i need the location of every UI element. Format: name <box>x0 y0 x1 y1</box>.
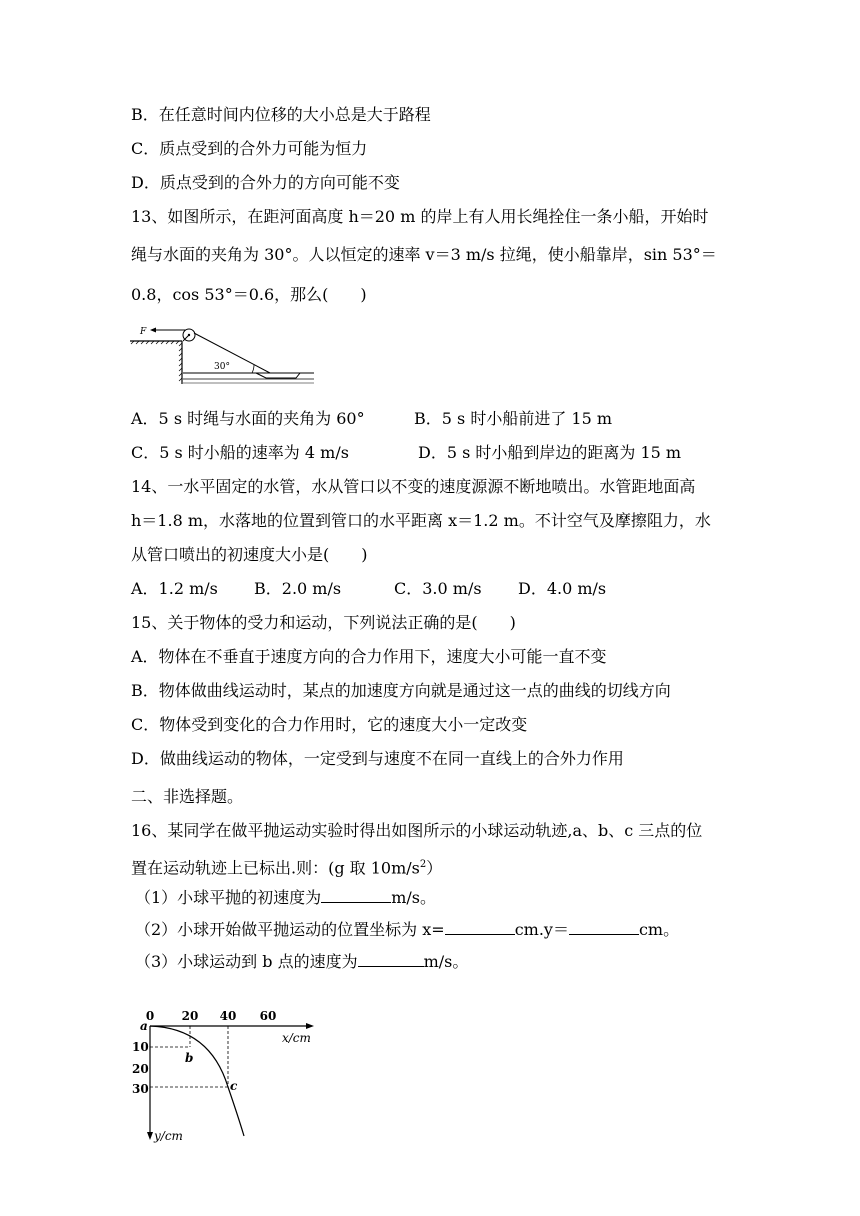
q16-sub-2-unit: cm。 <box>638 920 680 939</box>
q16-line-2-sup: 2 <box>419 859 427 870</box>
q13-boat-figure <box>128 322 320 388</box>
q14-line-3: 从管口喷出的初速度大小是( ) <box>131 545 368 564</box>
q14-line-1: 14、一水平固定的水管，水从管口以不变的速度源源不断地喷出。水管距地面高 <box>131 477 696 496</box>
q16-blank-2[interactable] <box>445 918 515 935</box>
q16-blank-1[interactable] <box>321 886 391 903</box>
q16-sub-3-text: （3）小球运动到 b 点的速度为 <box>135 952 358 971</box>
q14-option-b: B．2.0 m/s <box>254 579 342 598</box>
q15-option-a: A．物体在不垂直于速度方向的合力作用下，速度大小可能一直不变 <box>131 647 607 666</box>
q13-line-2: 绳与水面的夹角为 30°。人以恒定的速率 v＝3 m/s 拉绳，使小船靠岸，sin 53°＝ <box>131 245 717 264</box>
x-axis-label: x/cm <box>282 1031 311 1045</box>
q16-sub-2-text: （2）小球开始做平抛运动的位置坐标为 x= <box>135 920 445 939</box>
q13-option-a: A．5 s 时绳与水面的夹角为 60° <box>131 409 365 428</box>
q16-sub-2-mid: cm.y＝ <box>514 920 569 939</box>
q16-line-2 <box>131 854 442 879</box>
q13-line-3: 0.8，cos 53°＝0.6，那么( ) <box>131 285 367 304</box>
q14-line-2: h＝1.8 m，水落地的位置到管口的水平距离 x＝1.2 m。不计空气及摩擦阻力，水 <box>131 511 711 530</box>
x-tick-60: 60 <box>259 1009 277 1023</box>
q16-trajectory-figure <box>128 1006 328 1148</box>
q16-sub-1-text: （1）小球平抛的初速度为 <box>135 888 322 907</box>
q16-line-2-end: ） <box>426 858 443 878</box>
q14-option-d: D．4.0 m/s <box>518 579 607 598</box>
q13-option-b: B．5 s 时小船前进了 15 m <box>414 409 613 428</box>
q16-line-1: 16、某同学在做平抛运动实验时得出如图所示的小球运动轨迹,a、b、c 三点的位 <box>131 821 703 840</box>
q12-option-b: B．在任意时间内位移的大小总是大于路程 <box>131 105 431 124</box>
x-tick-20: 20 <box>181 1009 199 1023</box>
y-tick-10: 10 <box>132 1040 149 1054</box>
q16-sub-3-unit: m/s。 <box>423 952 469 971</box>
q15-option-c: C．物体受到变化的合力作用时，它的速度大小一定改变 <box>131 715 528 734</box>
q13-option-c: C．5 s 时小船的速率为 4 m/s <box>131 443 349 462</box>
q14-option-a: A．1.2 m/s <box>131 579 218 598</box>
x-tick-0: 0 <box>145 1009 155 1023</box>
q15-option-d: D．做曲线运动的物体，一定受到与速度不在同一直线上的合外力作用 <box>131 749 624 768</box>
y-tick-30: 30 <box>132 1082 149 1096</box>
q13-option-d: D．5 s 时小船到岸边的距离为 15 m <box>418 443 682 462</box>
q16-blank-4[interactable] <box>358 950 424 967</box>
q13-force-label: F <box>140 327 147 337</box>
point-c-label: c <box>230 1079 238 1093</box>
q16-sub-1 <box>135 886 436 909</box>
q16-sub-1-unit: m/s。 <box>391 888 436 907</box>
q12-option-d: D．质点受到的合外力的方向可能不变 <box>131 173 400 192</box>
q13-angle-label: 30° <box>214 362 230 372</box>
q16-blank-3[interactable] <box>569 918 639 935</box>
q15-line-1: 15、关于物体的受力和运动，下列说法正确的是( ) <box>131 613 516 632</box>
point-b-label: b <box>185 1051 194 1065</box>
q15-option-b: B．物体做曲线运动时，某点的加速度方向就是通过这一点的曲线的切线方向 <box>131 681 671 700</box>
y-axis-label: y/cm <box>154 1129 183 1143</box>
point-a-label: a <box>140 1019 148 1033</box>
y-tick-20: 20 <box>132 1062 149 1076</box>
x-tick-40: 40 <box>219 1009 237 1023</box>
q14-option-c: C．3.0 m/s <box>394 579 482 598</box>
q16-sub-3 <box>135 950 468 973</box>
q16-sub-2 <box>135 918 679 941</box>
q13-line-1: 13、如图所示，在距河面高度 h＝20 m 的岸上有人用长绳拴住一条小船，开始时 <box>131 207 709 226</box>
q12-option-c: C．质点受到的合外力可能为恒力 <box>131 139 368 158</box>
q16-line-2-text: 置在运动轨迹上已标出.则：(g 取 10m/s <box>131 858 420 878</box>
section-heading: 二、非选择题。 <box>131 787 244 806</box>
